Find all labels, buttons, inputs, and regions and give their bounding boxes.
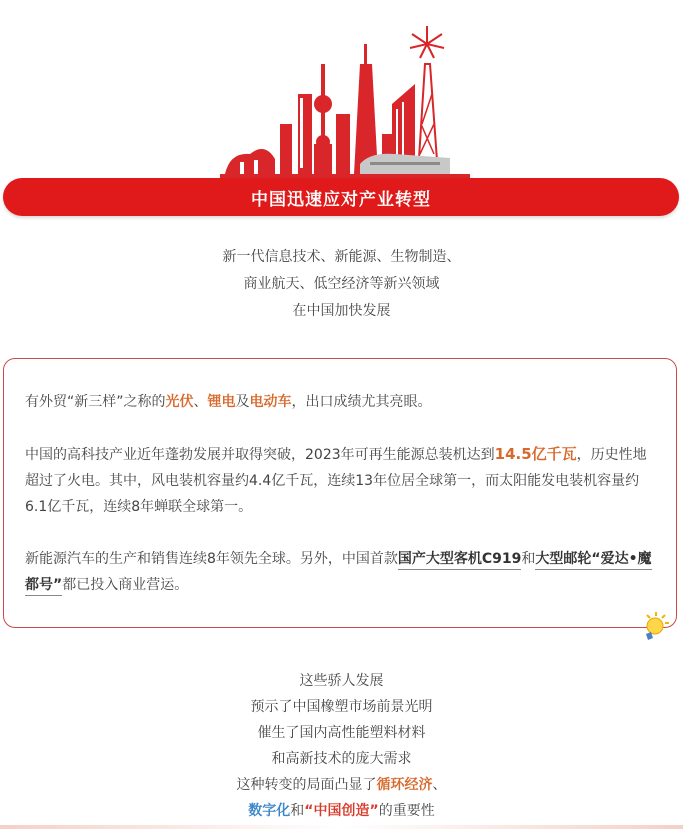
text: 都已投入商业营运。 <box>62 577 189 593</box>
paragraph-ev <box>25 546 656 598</box>
link-cruise: 大型邮轮“爱达•魔都号” <box>25 551 652 596</box>
closing-line: 这些骄人发展 <box>299 673 384 689</box>
intro-line: 新一代信息技术、新能源、生物制造、 <box>222 249 461 265</box>
city-skyline-illustration <box>220 24 470 184</box>
highlight-capacity: 14.5亿千瓦 <box>494 445 577 463</box>
text: 有外贸“新三样”之称的 <box>25 394 166 410</box>
text: 、 <box>432 777 447 793</box>
lightbulb-icon <box>637 610 671 644</box>
link-c919: 国产大型客机C919 <box>398 551 522 570</box>
bottom-decoration <box>0 825 683 829</box>
text: 中国的高科技产业近年蓬勃发展并取得突破，2023年可再生能源总装机达到 <box>25 447 495 463</box>
closing-line <box>0 772 683 798</box>
paragraph-export <box>25 389 656 415</box>
text: ，出口成绩尤其亮眼。 <box>291 394 432 410</box>
text: 、 <box>193 394 208 410</box>
closing-text <box>0 668 683 824</box>
intro-text <box>0 244 683 325</box>
highlight-solar: 光伏 <box>165 394 194 410</box>
highlight-ev: 电动车 <box>249 394 292 410</box>
closing-line: 预示了中国橡塑市场前景光明 <box>250 699 433 715</box>
intro-line: 在中国加快发展 <box>292 303 391 319</box>
intro-line: 商业航天、低空经济等新兴领域 <box>243 276 440 292</box>
text: 的重要性 <box>378 803 435 819</box>
text: 这种转变的局面凸显了 <box>236 777 377 793</box>
text: 新能源汽车的生产和销售连续8年领先全球。另外，中国首款 <box>25 551 398 567</box>
highlight-digitalization: 数字化 <box>248 803 291 819</box>
text: 及 <box>235 394 250 410</box>
text: 和 <box>521 551 536 567</box>
highlight-circular-economy: 循环经济 <box>376 777 433 793</box>
paragraph-energy <box>25 441 656 520</box>
closing-line <box>0 798 683 824</box>
closing-line: 催生了国内高性能塑料材料 <box>257 725 426 741</box>
closing-line: 和高新技术的庞大需求 <box>271 751 412 767</box>
highlight-created-in-china: “中国创造” <box>304 803 379 819</box>
section-title: 中国迅速应对产业转型 <box>251 189 431 210</box>
text: ，历史性地超过了火电。其中，风电装机容量约4.4亿千瓦，连续13年位居全球第一，而太阳能发电装机容量约6.1亿千瓦，连续8年蝉联全球第一。 <box>25 447 647 515</box>
text: 和 <box>290 803 305 819</box>
highlight-lithium: 锂电 <box>207 394 236 410</box>
content-card <box>3 358 677 628</box>
section-title-banner <box>3 178 679 216</box>
